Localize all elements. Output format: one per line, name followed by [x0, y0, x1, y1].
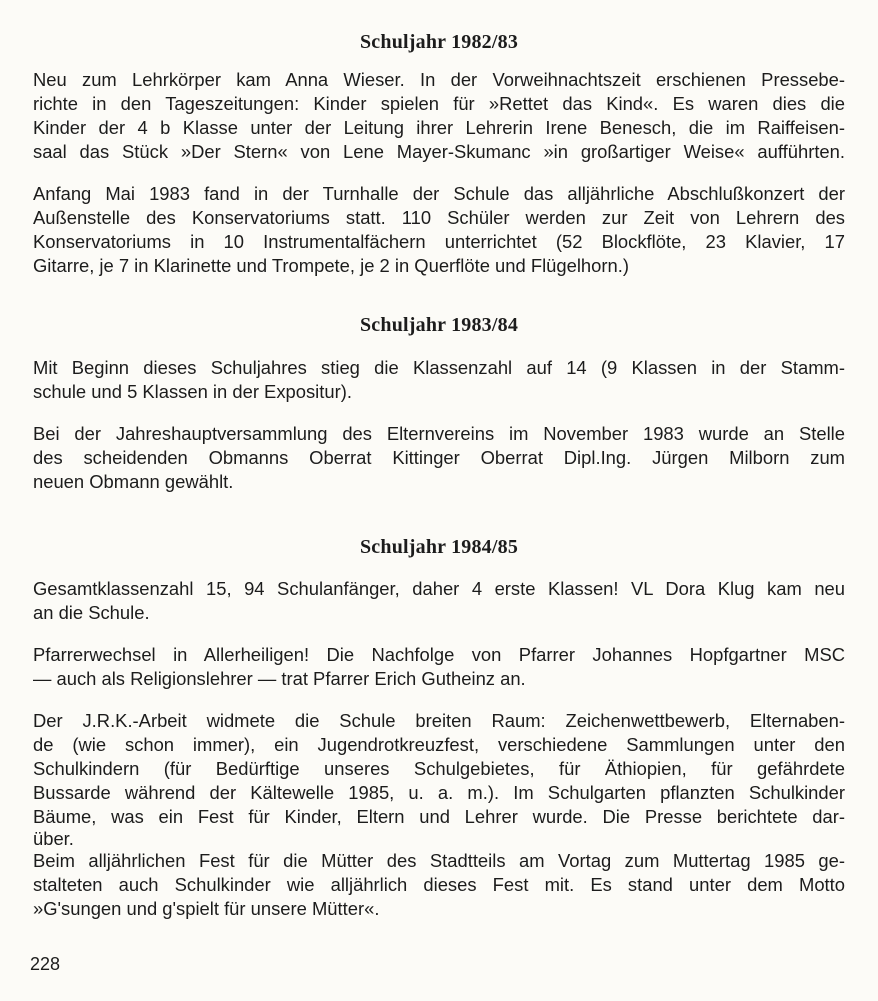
text-line: neuen Obmann gewählt. — [33, 471, 234, 492]
text-line: stalteten auch Schulkinder wie alljährlich dieses Fest mit. Es stand unter dem Motto — [33, 874, 845, 895]
text-line: Gitarre, je 7 in Klarinette und Trompete, je 2 in Querflöte und Flügelhorn.) — [33, 255, 629, 276]
text-line: Bäume, was ein Fest für Kinder, Eltern und Lehrer wurde. Die Presse berichtete dar- — [33, 806, 845, 827]
text-line: Mit Beginn dieses Schuljahres stieg die Klassenzahl auf 14 (9 Klassen in der Stamm- — [33, 357, 845, 378]
text-line: Bei der Jahreshauptversammlung des Elternvereins im November 1983 wurde an Stelle — [33, 423, 845, 444]
text-line: Der J.R.K.-Arbeit widmete die Schule breiten Raum: Zeichenwettbewerb, Elternaben- — [33, 710, 845, 731]
section-heading: Schuljahr 1984/85 — [359, 536, 519, 558]
text-line: »G'sungen und g'spielt für unsere Mütter«. — [33, 898, 380, 919]
text-line: richte in den Tageszeitungen: Kinder spielen für »Rettet das Kind«. Es waren dies die — [33, 93, 845, 114]
text-line: Konservatoriums in 10 Instrumentalfächern unterrichtet (52 Blockflöte, 23 Klavier, 17 — [33, 231, 845, 252]
text-line: — auch als Religionslehrer — trat Pfarrer Erich Gutheinz an. — [33, 668, 526, 689]
text-line: Beim alljährlichen Fest für die Mütter des Stadtteils am Vortag zum Muttertag 1985 ge- — [33, 850, 845, 871]
text-line: des scheidenden Obmanns Oberrat Kittinger Oberrat Dipl.Ing. Jürgen Milborn zum — [33, 447, 845, 468]
text-line: Bussarde während der Kältewelle 1985, u. a. m.). Im Schulgarten pflanzten Schulkinder — [33, 782, 845, 803]
text-line: Kinder der 4 b Klasse unter der Leitung ihrer Lehrerin Irene Benesch, die im Raiffeisen- — [33, 117, 845, 138]
text-line: Schulkindern (für Bedürftige unseres Schulgebietes, für Äthiopien, für gefährdete — [33, 758, 845, 779]
text-line: de (wie schon immer), ein Jugendrotkreuzfest, verschiedene Sammlungen unter den — [33, 734, 845, 755]
section-heading: Schuljahr 1982/83 — [359, 31, 519, 53]
text-line: an die Schule. — [33, 602, 150, 623]
text-line: über. — [33, 828, 74, 849]
text-line: Gesamtklassenzahl 15, 94 Schulanfänger, daher 4 erste Klassen! VL Dora Klug kam neu — [33, 578, 845, 599]
text-line: Pfarrerwechsel in Allerheiligen! Die Nachfolge von Pfarrer Johannes Hopfgartner MSC — [33, 644, 845, 665]
section-heading: Schuljahr 1983/84 — [359, 314, 519, 336]
text-line: schule und 5 Klassen in der Expositur). — [33, 381, 352, 402]
page-number: 228 — [30, 954, 61, 974]
text-line: Außenstelle des Konservatoriums statt. 110 Schüler werden zur Zeit von Lehrern des — [33, 207, 845, 228]
text-line: saal das Stück »Der Stern« von Lene Mayer-Skumanc »in großartiger Weise« aufführten. — [33, 141, 845, 162]
text-line: Neu zum Lehrkörper kam Anna Wieser. In der Vorweihnachtszeit erschienen Pressebe- — [33, 69, 845, 90]
text-line: Anfang Mai 1983 fand in der Turnhalle der Schule das alljährliche Abschlußkonzert der — [33, 183, 845, 204]
